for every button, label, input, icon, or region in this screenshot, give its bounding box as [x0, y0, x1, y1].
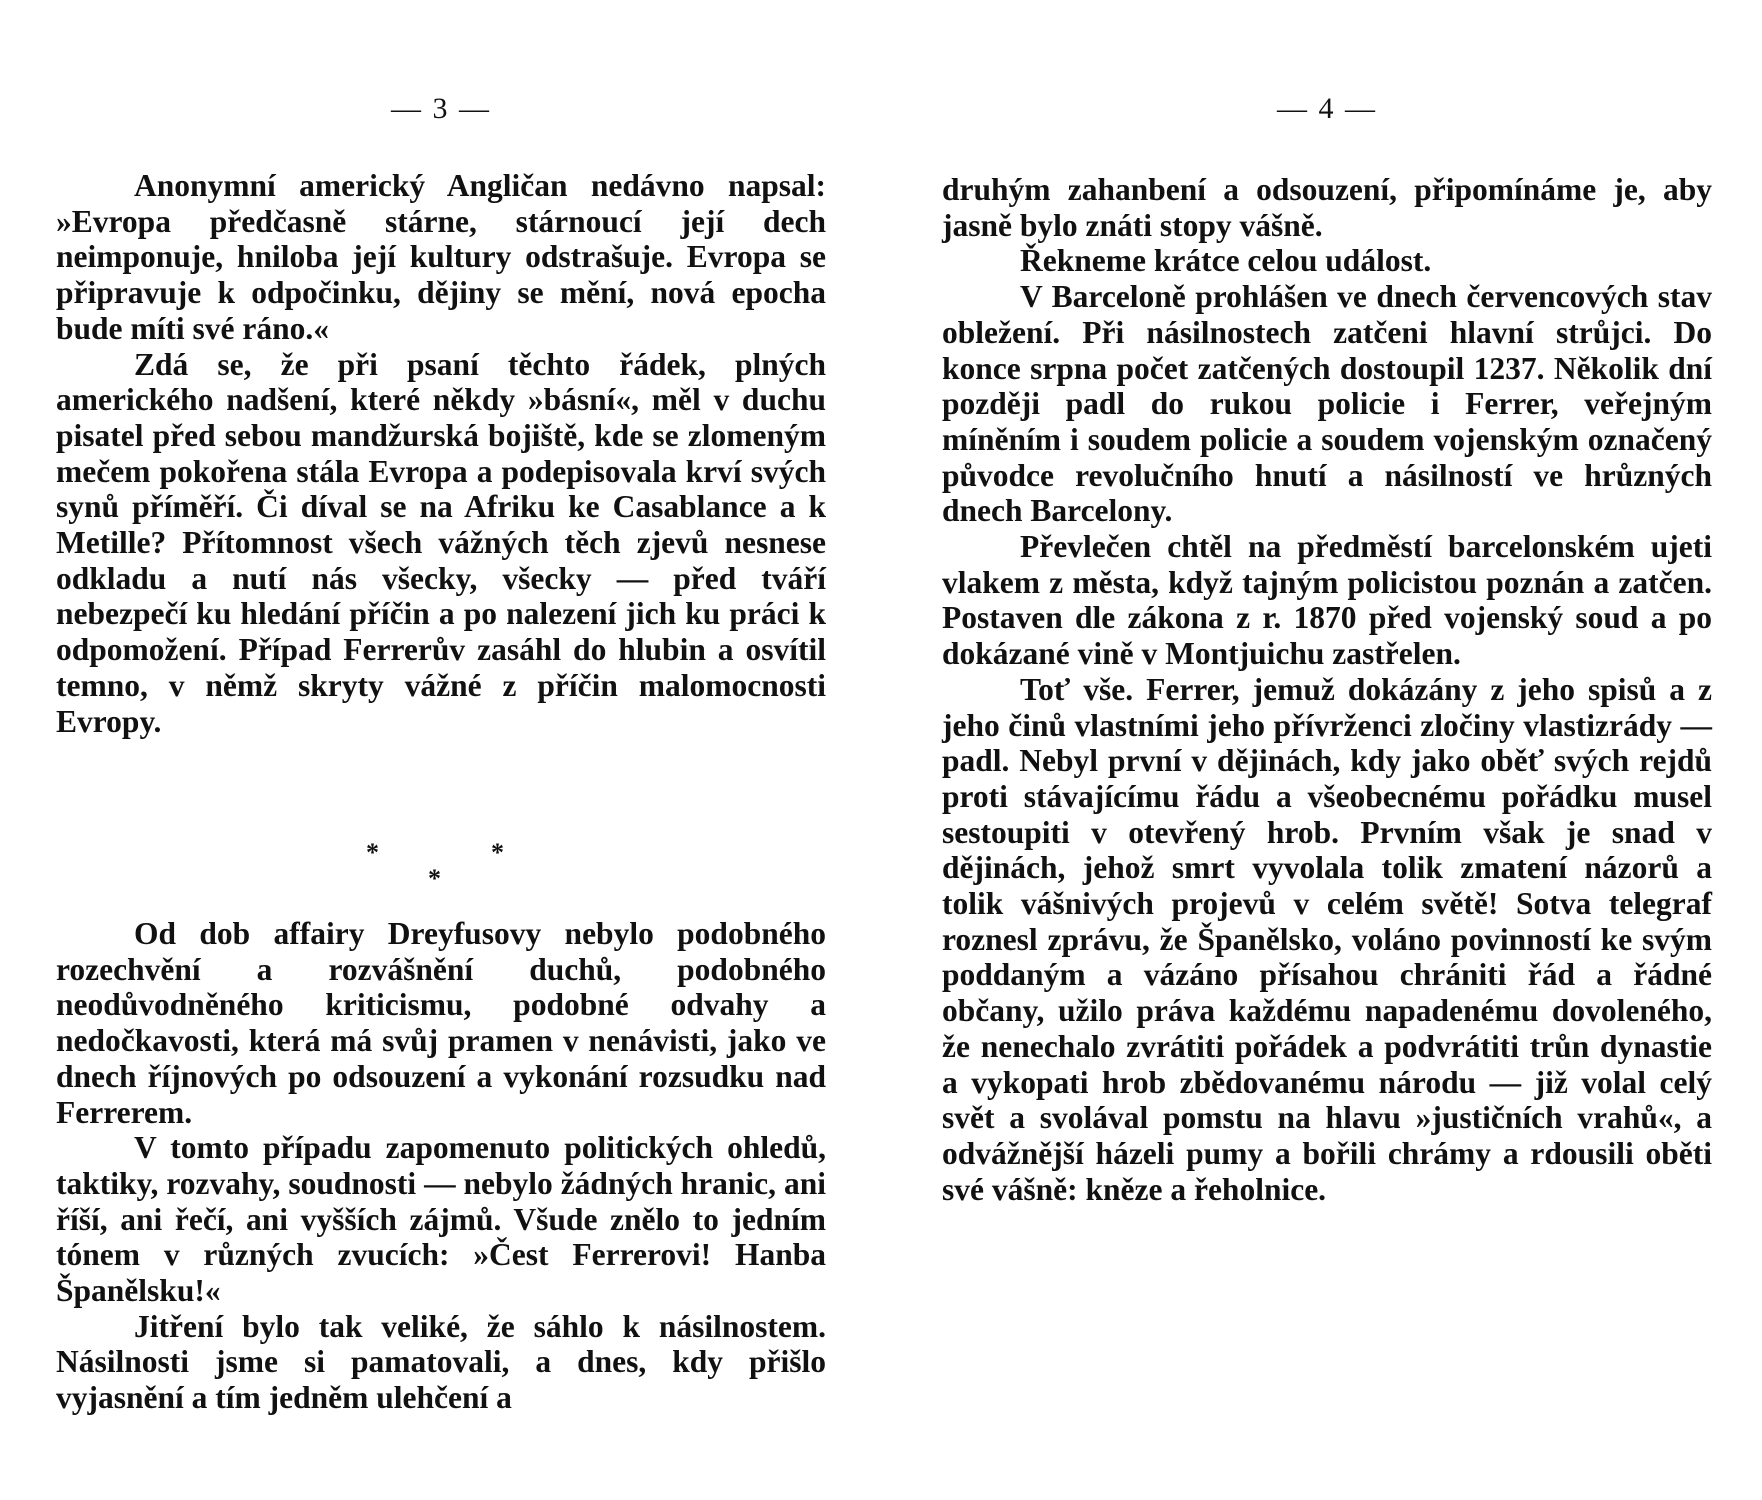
paragraph: Toť vše. Ferrer, jemuž dokázány z jeho spisů a z jeho činů vlastními jeho přívrženci zločiny vlastizrády — padl. Nebyl první v dějinách, kdy jako oběť svých rejdů proti stávajícímu řádu a všeobecnému pořádku musel sestoupiti v otevřený hrob. Prvním však je snad v dějinách, jehož smrt vyvolala tolik zmatení názorů a tolik vášnivých projevů v celém světě! Sotva telegraf roznesl zprávu, že Španělsko, voláno povinností ke svým poddaným a vázáno přísahou chrániti řád a řádné občany, užilo práva každému napadenému dovoleného, že nenechalo zvrátiti pořádek a podvrátiti trůn dynastie a vykopati hrob zbědovanému národu — již volal celý svět a svolával pomstu na hlavu »justičních vrahů«, a odvážnější házeli pumy a bořili chrámy a rdousili oběti své vášně: kněze a řeholnice. [942, 671, 1712, 1207]
asterisk: * [366, 838, 379, 867]
asterisk: * [491, 838, 504, 867]
paragraph: Od dob affairy Dreyfusovy nebylo podobného rozechvění a rozvášnění duchů, podobného neodůvodněného kriticismu, podobné odvahy a nedočkavosti, která má svůj pramen v nenávisti, jako ve dnech říjnových po odsouzení a vykonání rozsudku nad Ferrerem. [56, 916, 826, 1130]
paragraph: Zdá se, že při psaní těchto řádek, plných amerického nadšení, které někdy »básní«, měl v duchu pisatel před sebou mandžurská bojiště, kde se zlomeným mečem pokořena stála Evropa a podepisovala krví svých synů příměří. Či díval se na Afriku ke Casablance a k Metille? Přítomnost všech vážných těch zjevů nesnese odkladu a nutí nás všecky, všecky — před tváří nebezpečí ku hledání příčin a po nalezení jich ku práci k odpomožení. Případ Ferrerův zasáhl do hlubin a osvítil temno, v němž skryty vážné z příčin malomocnosti Evropy. [56, 346, 826, 739]
paragraph: Anonymní americký Angličan nedávno napsal: »Evropa předčasně stárne, stárnoucí její dech neimponuje, hniloba její kultury odstrašuje. Evropa se připravuje k odpočinku, dějiny se mění, nová epocha bude míti své ráno.« [56, 168, 826, 346]
page-number-left: — 3 — [391, 92, 491, 125]
paragraph: druhým zahanbení a odsouzení, připomínáme je, aby jasně bylo znáti stopy vášně. [942, 172, 1712, 243]
page-number-right: — 4 — [1277, 92, 1377, 125]
paragraph: V tomto případu zapomenuto politických ohledů, taktiky, rozvahy, soudnosti — nebylo žádných hranic, ani říší, ani řečí, ani vyšších zájmů. Všude znělo to jedním tónem v různých zvucích: »Čest Ferrerovi! Hanba Španělsku!« [56, 1130, 826, 1309]
paragraph: Jitření bylo tak veliké, že sáhlo k násilnostem. Násilnosti jsme si pamatovali, a dnes, kdy přišlo vyjasnění a tím jedněm ulehčení a [56, 1308, 826, 1416]
right-page-text [942, 172, 1712, 1207]
asterisk: * [428, 864, 441, 893]
section-separator [56, 838, 826, 898]
paragraph: Řekneme krátce celou událost. [1020, 243, 1432, 279]
paragraph: Převlečen chtěl na předměstí barcelonském ujeti vlakem z města, když tajným policistou poznán a zatčen. Postaven dle zákona z r. 1870 před vojenský soud a po dokázané vině v Montjuichu zastřelen. [942, 529, 1712, 672]
paragraph: V Barceloně prohlášen ve dnech červencových stav obležení. Při násilnostech zatčeni hlavní strůjci. Do konce srpna počet zatčených dostoupil 1237. Několik dní později padl do rukou policie i Ferrer, veřejným míněním i soudem policie a soudem vojenským označený původce revolučního hnutí a násilností ve hrůzných dnech Barcelony. [942, 279, 1712, 529]
left-page-top-text [56, 168, 826, 739]
left-page-bottom-text [56, 916, 826, 1416]
